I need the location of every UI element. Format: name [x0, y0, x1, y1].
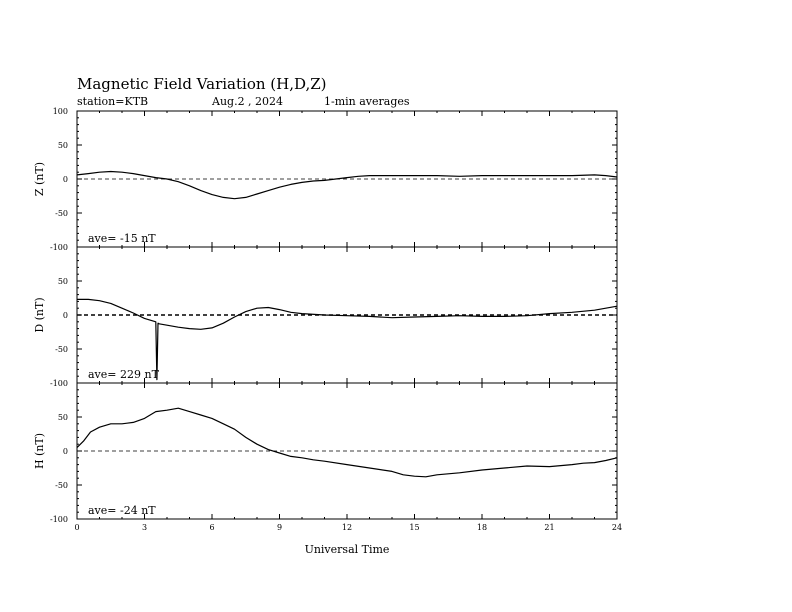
y-tick-label-D: -50: [55, 345, 68, 354]
y-tick-label-Z: -50: [55, 209, 68, 218]
y-tick-label-H: 50: [57, 413, 68, 422]
x-tick-label: 6: [209, 523, 215, 532]
chart-title: Magnetic Field Variation (H,D,Z): [77, 75, 327, 93]
y-tick-label-Z: 50: [57, 141, 68, 150]
y-tick-label-D: 50: [57, 277, 68, 286]
series-line-Z: [77, 172, 617, 199]
x-tick-label: 9: [276, 523, 283, 532]
x-tick-label: 18: [476, 523, 488, 532]
averages-label: 1-min averages: [324, 95, 410, 108]
station-label: station=KTB: [77, 95, 149, 108]
y-axis-label-Z: Z (nT): [33, 161, 46, 197]
y-tick-label-Z: 100: [52, 107, 68, 116]
ave-label-H: ave= -24 nT: [88, 504, 156, 517]
x-axis-label: Universal Time: [304, 543, 390, 556]
x-tick-label: 0: [74, 523, 80, 532]
ave-label-Z: ave= -15 nT: [88, 232, 156, 245]
y-tick-label-Z: -100: [50, 243, 68, 252]
y-axis-label-H: H (nT): [33, 432, 46, 470]
y-tick-label-H: 0: [62, 447, 68, 456]
date-label: Aug.2 , 2024: [212, 95, 284, 108]
y-tick-label-Z: 0: [62, 175, 68, 184]
x-tick-label: 3: [141, 523, 148, 532]
y-axis-label-D: D (nT): [33, 297, 46, 333]
x-tick-label: 15: [409, 523, 420, 532]
x-tick-label: 21: [544, 523, 555, 532]
y-tick-label-H: -100: [50, 515, 68, 524]
series-line-H: [77, 408, 617, 477]
x-tick-label: 12: [341, 523, 353, 532]
x-tick-label: 24: [611, 523, 623, 532]
y-tick-label-D: -100: [50, 379, 68, 388]
y-tick-label-H: -50: [55, 481, 68, 490]
ave-label-D: ave= 229 nT: [88, 368, 159, 381]
y-tick-label-D: 0: [62, 311, 68, 320]
